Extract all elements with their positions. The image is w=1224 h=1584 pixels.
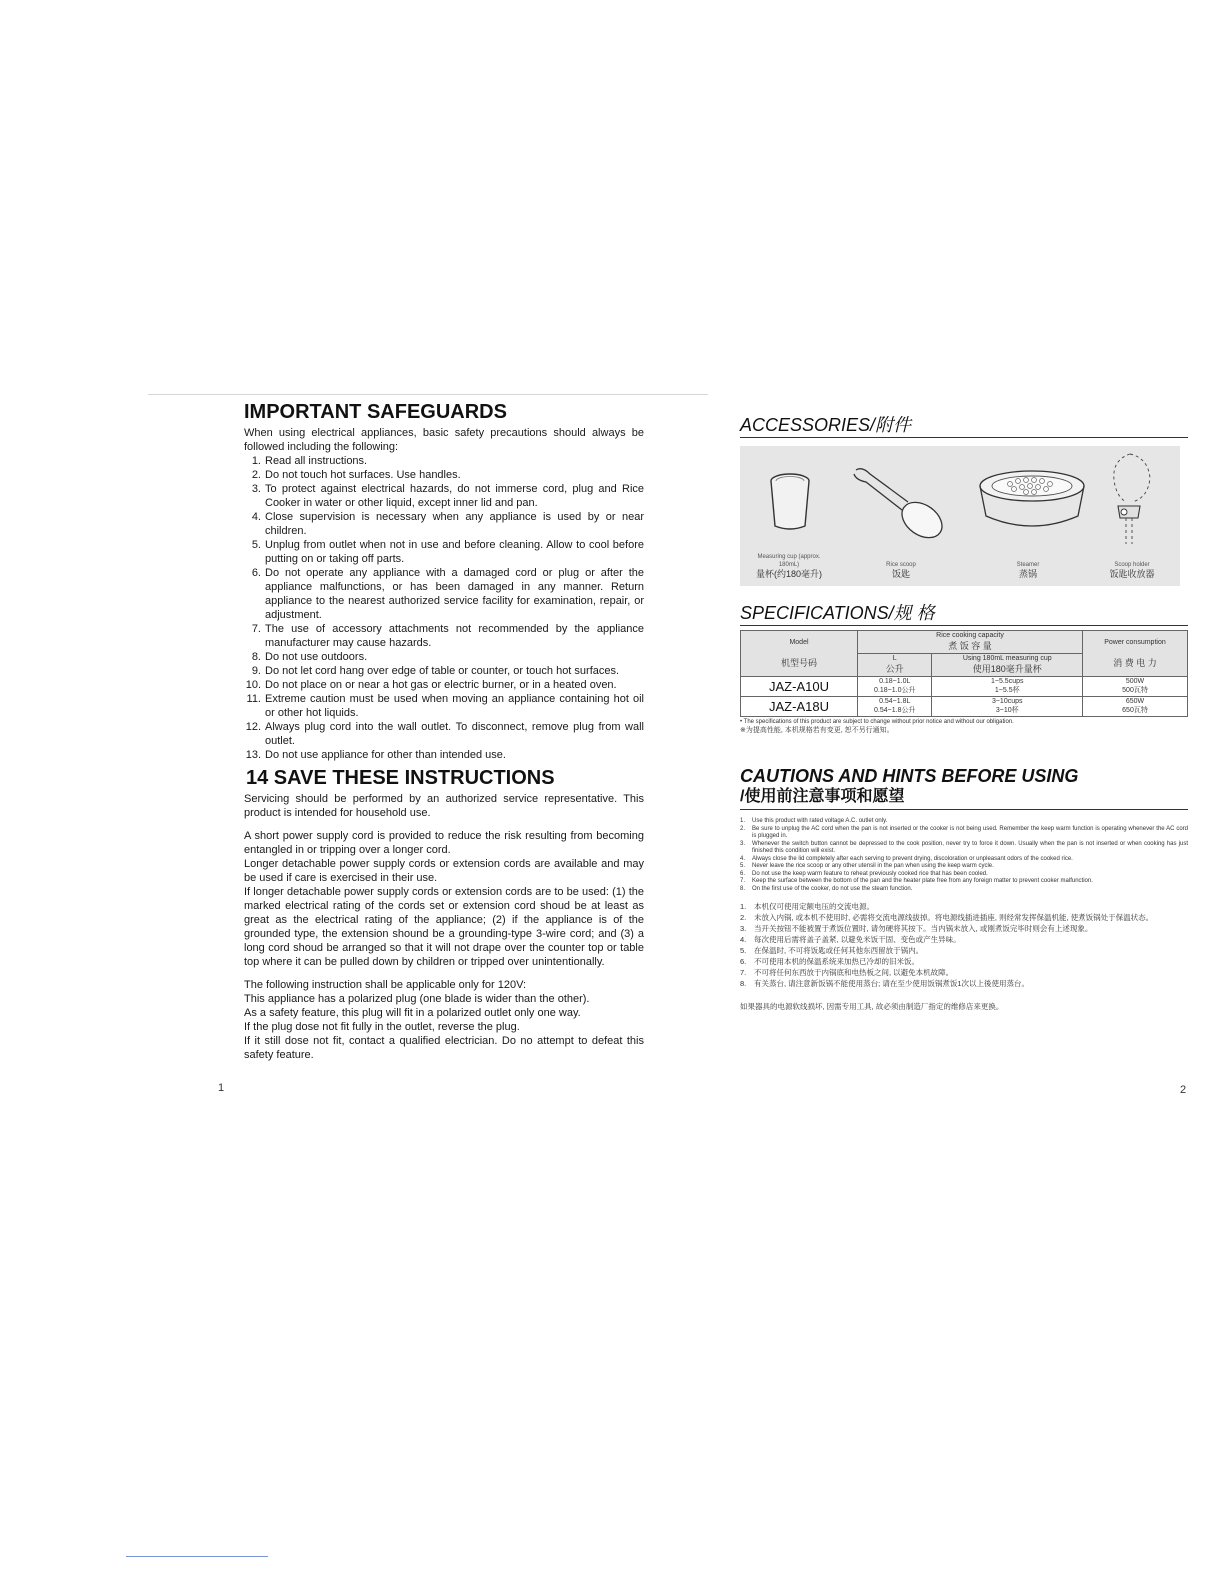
rice-scoop-icon xyxy=(850,464,950,544)
spec-header-liters: L 公升 xyxy=(858,654,932,677)
list-item: 13. Do not use appliance for other than intended use. xyxy=(245,749,506,761)
spec-note-zh: ※为提高性能, 本机规格若有变更, 恕不另行通知。 xyxy=(740,727,894,734)
list-item: 11. Extreme caution must be used when moving an appliance containing hot oil or other hot liquids. xyxy=(246,693,644,719)
accessory-steamer: Steamer 蒸锅 xyxy=(1016,562,1040,579)
scoop-holder-icon xyxy=(1100,450,1160,550)
page-number-right: 2 xyxy=(1180,1084,1187,1096)
right-page xyxy=(740,414,1188,1012)
cautions-list-zh xyxy=(740,901,1188,989)
list-item: 6. Do not operate any appliance with a damaged cord or plug or after the appliance malfunctions, or has been damaged in any manner. Return appliance to the nearest authorized service facility for examination, repair, or adjustment. xyxy=(251,567,644,621)
spec-header-cups: Using 180mL measuring cup 使用180毫升量杯 xyxy=(932,654,1083,677)
list-item: 1. Use this product with rated voltage A.C. outlet only. xyxy=(740,818,888,824)
list-item: 4. Always close the lid completely after each serving to prevent drying, discoloration or unpleasant odors of the cooked rice. xyxy=(740,855,1073,862)
specifications-title: SPECIFICATIONS/规 格 xyxy=(740,602,1188,626)
cord-replacement-note-zh: 如果器具的电源软线损坏, 因需专用工具, 故必须由制造厂指定的维修店来更换。 xyxy=(740,1002,1004,1011)
paragraph: The following instruction shall be applicable only for 120V: xyxy=(244,979,527,991)
list-item: 2. Be sure to unplug the AC cord when the pan is not inserted or the cooker is not being used. Remember the keep warm function is operating whenever the AC cord is plugged in. xyxy=(740,825,1188,839)
left-page xyxy=(244,400,644,1062)
list-item: 12. Always plug cord into the wall outlet. To disconnect, remove plug from wall outlet. xyxy=(245,721,644,747)
list-item: 5. Never leave the rice scoop or any other utensil in the pan when using the keep warm cycle. xyxy=(740,863,994,869)
spec-header-model: Model 机型号码 xyxy=(741,631,858,677)
accessories-panel xyxy=(740,446,1180,586)
list-item: 2. 未放入内锅, 或本机不使用时, 必需将交流电源线拔掉。将电源线插进插座, 则经常发挥保温机能, 使煮饭锅处于保温状态。 xyxy=(740,913,1154,922)
list-item: 1. Read all instructions. xyxy=(251,455,368,467)
cautions-title-zh: /使用前注意事项和愿望 xyxy=(740,787,1188,810)
specifications-table xyxy=(740,630,1188,717)
list-item: 7. The use of accessory attachments not recommended by the appliance manufacturer may cause hazards. xyxy=(251,623,644,649)
list-item: 2. Do not touch hot surfaces. Use handles. xyxy=(251,469,461,481)
spec-row: JAZ-A10U 0.18~1.0L 0.18~1.0公升 1~5.5cups 1~5.5杯 500W 500瓦特 xyxy=(741,677,1188,697)
spec-row: JAZ-A18U 0.54~1.8L 0.54~1.8公升 3~10cups 3~10杯 650W 650瓦特 xyxy=(741,697,1188,717)
cord-paragraphs xyxy=(244,829,644,969)
paragraph: Longer detachable power supply cords or extension cords are available and may be used if care is exercised in their use. xyxy=(244,858,644,884)
list-item: 8. Do not use outdoors. xyxy=(251,651,368,663)
list-item: 3. To protect against electrical hazards, do not immerse cord, plug and Rice Cooker in water or other liquid, except inner lid and pan. xyxy=(251,483,644,509)
spec-header-capacity: Rice cooking capacity 煮 饭 容 量 xyxy=(858,631,1083,654)
accessories-title: ACCESSORIES/附件 xyxy=(740,414,1188,438)
list-item: 3. Whenever the switch button cannot be depressed to the cook position, never try to force it down. Usually when the pan is not inserted or when cooking has just finished this condition will exist. xyxy=(740,840,1188,854)
paragraph: If longer detachable power supply cords or extension cords are to be used: (1) the marked electrical rating of the cords set or extension cord shoud be at least as great as the electrical rating of the appliance; (2) if the appliance is of the grounded type, the extension shound be a grounding-type 3-wire cord; and (3) a long cord shoud be arranged so that it will not drape over the counter top or table top where it can be pulled down by children or tripped over unintentionally. xyxy=(244,886,644,968)
list-item: 4. Close supervision is necessary when any appliance is used by or near children. xyxy=(251,511,644,537)
list-item: 10. Do not place on or near a hot gas or electric burner, or in a heated oven. xyxy=(245,679,617,691)
spec-header-power: Power consumption 消 费 电 力 xyxy=(1083,631,1188,677)
safeguards-title: IMPORTANT SAFEGUARDS xyxy=(244,401,507,423)
list-item: 5. 在保温时, 不可将饭匙或任何其他东西留放于锅内。 xyxy=(740,946,924,955)
servicing-paragraph: Servicing should be performed by an authorized service representative. This product is intended for household use. xyxy=(244,793,644,819)
accessory-scoop-holder: Scoop holder 饭匙收放器 xyxy=(1109,562,1155,579)
paragraph: If the plug dose not fit fully in the outlet, reverse the plug. xyxy=(244,1021,520,1033)
cautions-list-en xyxy=(740,818,1188,893)
list-item: 3. 当开关按钮不能被置于煮饭位置时, 请勿硬将其按下。当内锅未放入, 或刚煮饭完毕时则会有上述现象。 xyxy=(740,924,1093,933)
safeguards-list xyxy=(244,454,644,762)
list-item: 9. Do not let cord hang over edge of table or counter, or touch hot surfaces. xyxy=(251,665,620,677)
bottom-rule xyxy=(126,1556,268,1557)
paragraph: If it still dose not fit, contact a qualified electrician. Do no attempt to defeat this safety feature. xyxy=(244,1035,644,1061)
paragraph: A short power supply cord is provided to reduce the risk resulting from becoming entangled in or tripping over a longer cord. xyxy=(244,830,644,856)
measuring-cup-icon xyxy=(768,472,812,532)
accessory-rice-scoop: Rice scoop 饭匙 xyxy=(886,562,916,579)
list-item: 6. 不可使用本机的保温系统来加热已冷却的旧米饭。 xyxy=(740,957,919,966)
safeguards-intro: When using electrical appliances, basic safety precautions should always be followed including the following: xyxy=(244,427,644,453)
list-item: 8. 有关蒸台, 请注意新饭锅不能使用蒸台; 请在至少使用饭锅煮饭1次以上後使用蒸台。 xyxy=(740,979,1030,988)
steamer-icon xyxy=(976,468,1088,536)
save-instructions-title: 14 SAVE THESE INSTRUCTIONS xyxy=(246,767,555,789)
polarized-plug-paragraphs xyxy=(244,978,644,1062)
cautions-title: CAUTIONS AND HINTS BEFORE USING xyxy=(740,766,1079,786)
list-item: 6. Do not use the keep warm feature to reheat previously cooked rice that has been cooled. xyxy=(740,870,988,877)
paragraph: This appliance has a polarized plug (one blade is wider than the other). xyxy=(244,993,590,1005)
paragraph: As a safety feature, this plug will fit in a polarized outlet only one way. xyxy=(244,1007,581,1019)
list-item: 7. Keep the surface between the bottom of the pan and the heater plate free from any foreign matter to prevent cooker malfunction. xyxy=(740,878,1093,884)
spec-note-en: • The specifications of this product are subject to change without prior notice and without our obligation. xyxy=(740,719,1014,725)
list-item: 8. On the first use of the cooker, do not use the steam function. xyxy=(740,885,913,892)
page-number-left: 1 xyxy=(218,1082,225,1094)
top-rule xyxy=(148,394,708,395)
list-item: 7. 不可将任何东西放于内锅底和电热板之间, 以避免本机故障。 xyxy=(740,968,954,977)
accessory-measuring-cup: Measuring cup (approx. 180mL) 量杯(约180毫升) xyxy=(755,554,822,579)
list-item: 5. Unplug from outlet when not in use and before cleaning. Allow to cool before putting on or taking off parts. xyxy=(251,539,644,565)
list-item: 1. 本机仅可使用定额电压的交流电源。 xyxy=(740,902,874,911)
list-item: 4. 每次使用后需将盖子盖紧, 以避免米饭干固、变色或产生异味。 xyxy=(740,935,961,944)
